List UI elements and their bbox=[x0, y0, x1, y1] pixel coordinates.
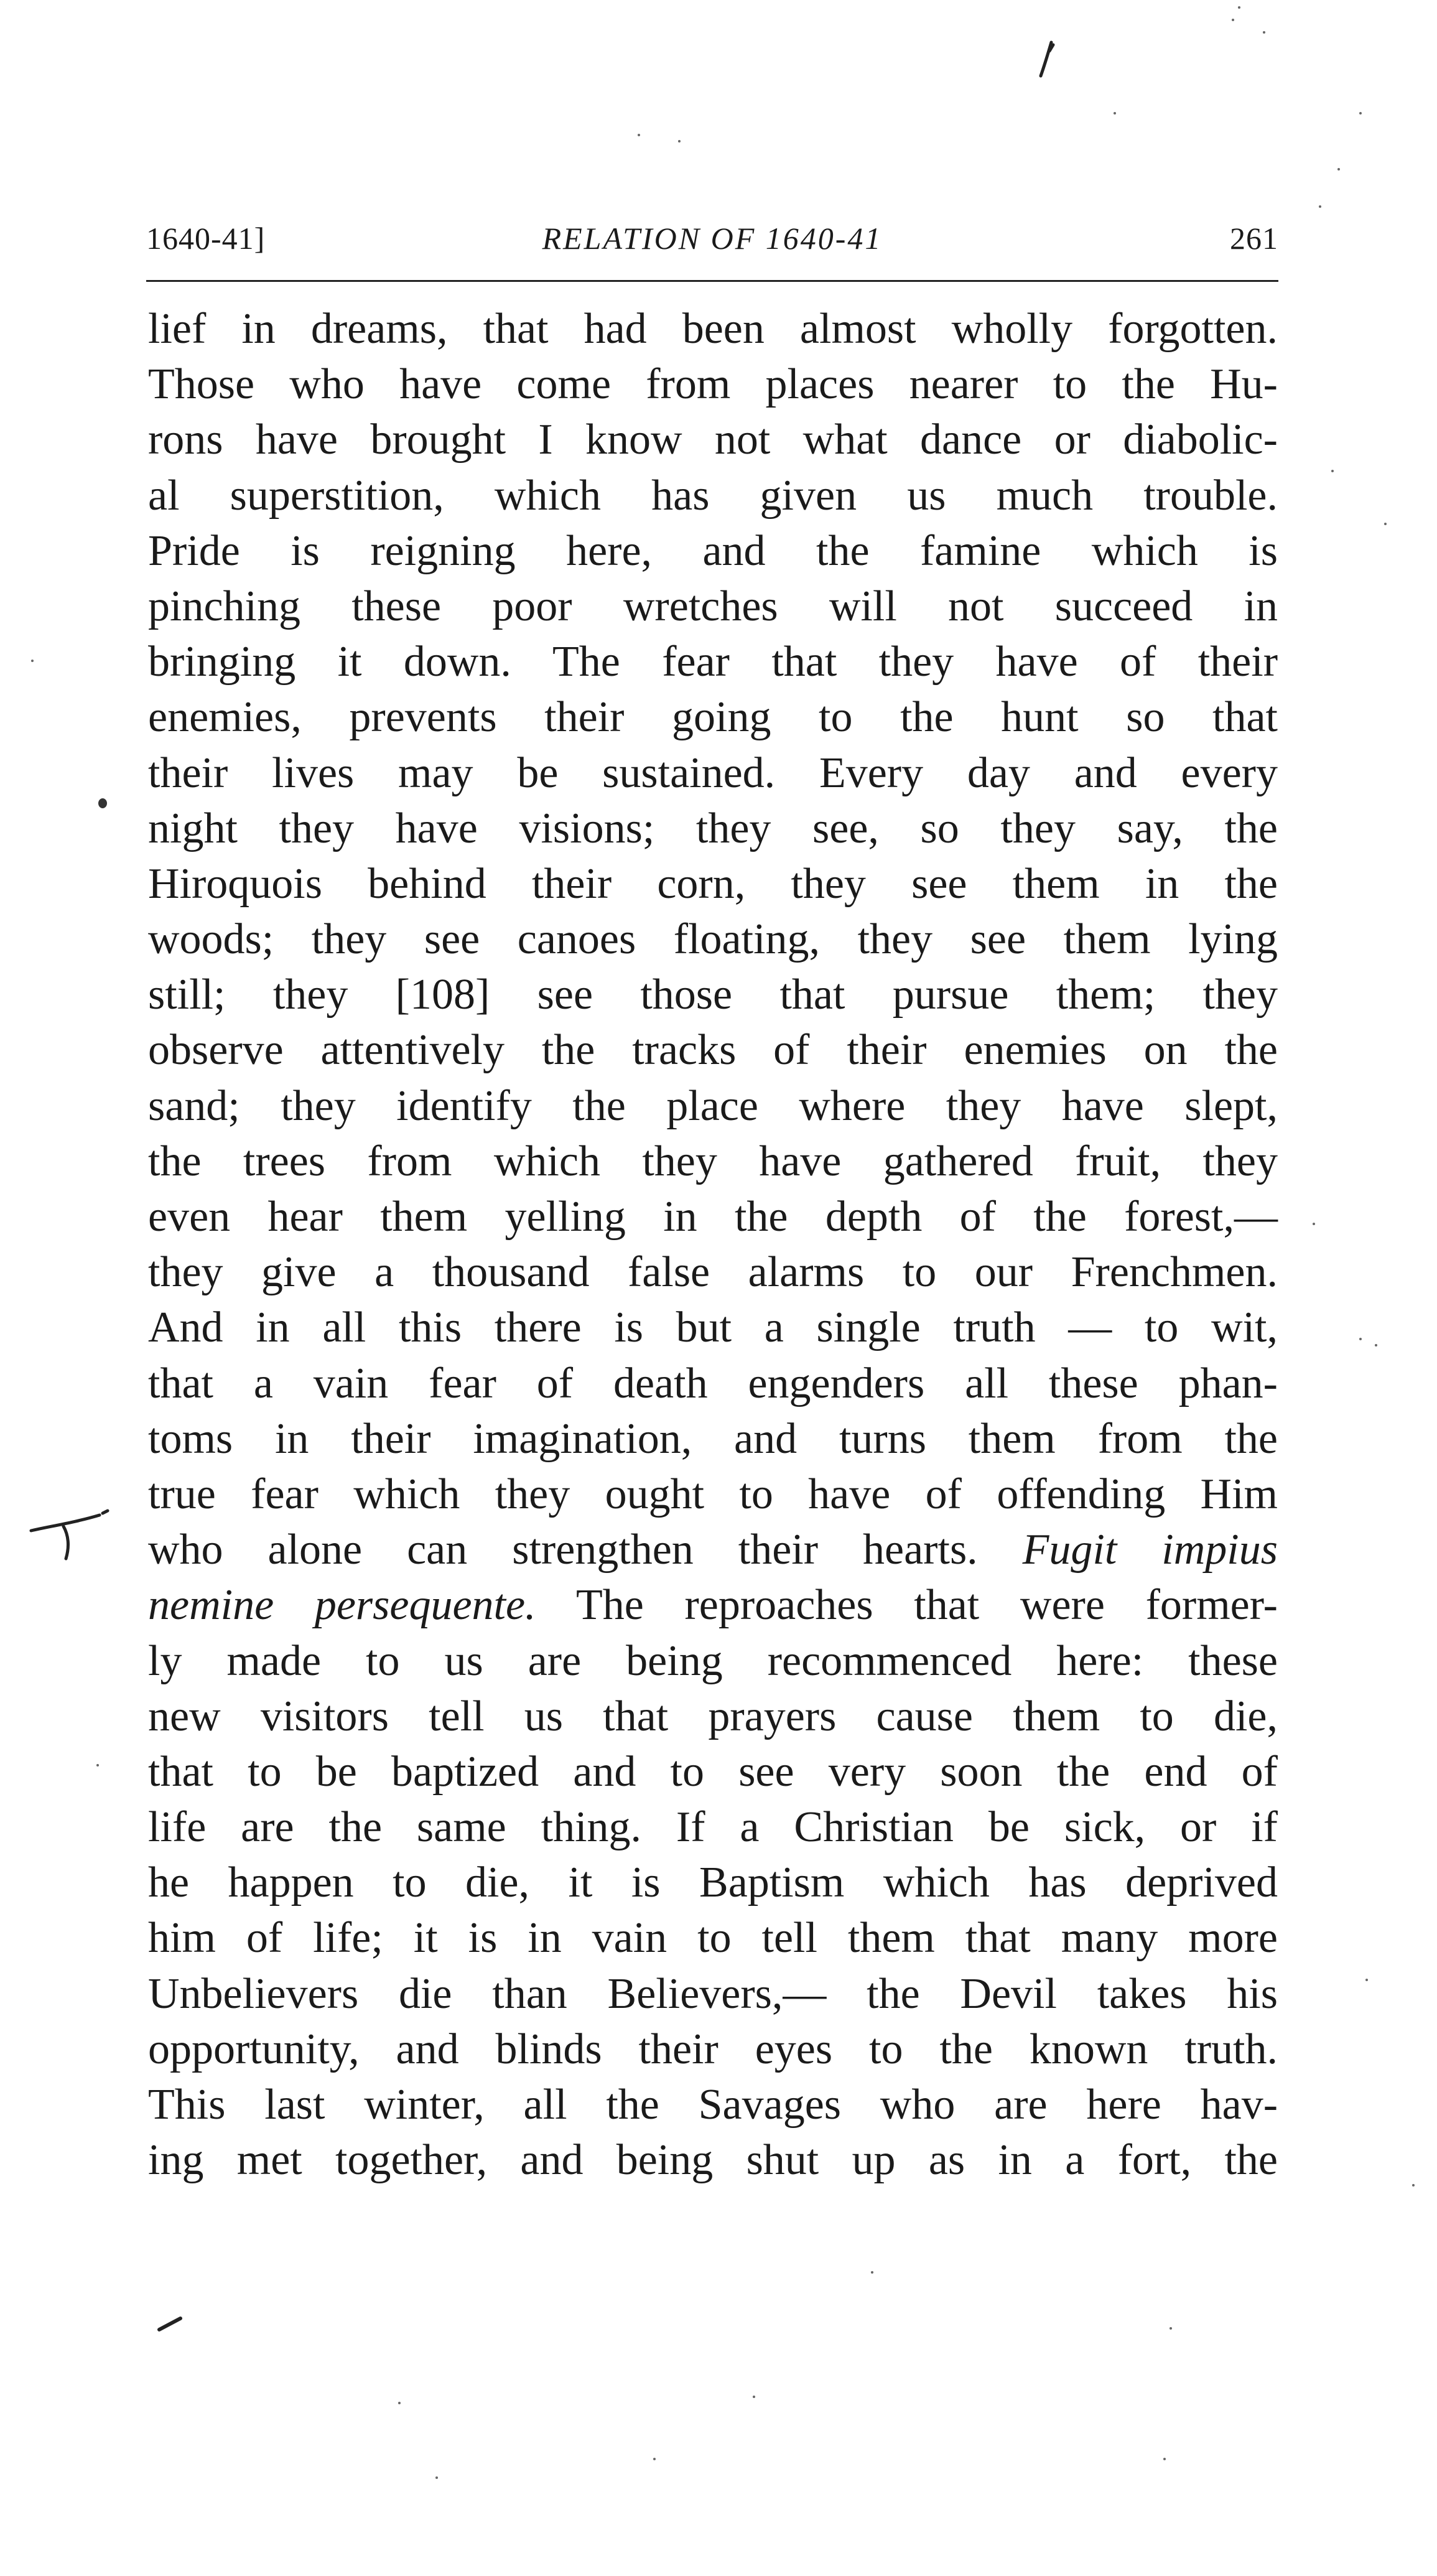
text-line: Those who have come from places nearer to the Hu- bbox=[148, 360, 1278, 409]
text-line: ly made to us are being recommenced here: these bbox=[148, 1636, 1278, 1685]
text-line: observe attentively the tracks of their enemies on the bbox=[148, 1026, 1278, 1075]
text-line: al superstition, which has given us much trouble. bbox=[148, 471, 1278, 520]
speck bbox=[1365, 1979, 1368, 1981]
margin-dot bbox=[98, 798, 107, 808]
speck bbox=[1114, 112, 1116, 114]
speck bbox=[96, 1764, 99, 1766]
text-line: Unbelievers die than Believers,— the Devil takes his bbox=[148, 1969, 1278, 2018]
speck bbox=[1359, 112, 1362, 114]
speck bbox=[678, 140, 681, 142]
text-line: ing met together, and being shut up as in a fort, the bbox=[148, 2136, 1278, 2185]
text-line: even hear them yelling in the depth of the forest,— bbox=[148, 1193, 1278, 1241]
speck bbox=[1232, 19, 1234, 21]
header-rule bbox=[146, 280, 1278, 282]
header-title: RELATION OF 1640-41 bbox=[542, 221, 883, 256]
text-line: he happen to die, it is Baptism which has deprived bbox=[148, 1859, 1278, 1907]
text-line: still; they [108] see those that pursue them; they bbox=[148, 971, 1278, 1019]
speck bbox=[1375, 1344, 1377, 1346]
text-line: true fear which they ought to have of offending Him bbox=[148, 1470, 1278, 1518]
top-ink-mark bbox=[1030, 37, 1067, 81]
margin-pencil-mark bbox=[25, 1496, 112, 1565]
text-line: enemies, prevents their going to the hunt so that bbox=[148, 693, 1278, 742]
text-line: This last winter, all the Savages who are here hav- bbox=[148, 2081, 1278, 2129]
speck bbox=[1238, 6, 1240, 9]
speck bbox=[398, 2402, 401, 2404]
speck bbox=[1163, 2458, 1166, 2460]
text-line: him of life; it is in vain to tell them that many more bbox=[148, 1914, 1278, 1962]
text-line: Pride is reigning here, and the famine which is bbox=[148, 526, 1278, 575]
speck bbox=[1412, 2184, 1415, 2186]
speck bbox=[1170, 2327, 1172, 2330]
text-line-with-latin bbox=[148, 1577, 1278, 1633]
page-number: 261 bbox=[1230, 221, 1278, 256]
body-text bbox=[148, 301, 1278, 2188]
text-line: opportunity, and blinds their eyes to the known truth. bbox=[148, 2025, 1278, 2073]
header-year-range: 1640-41] bbox=[146, 221, 266, 256]
bottom-ink-mark bbox=[156, 2315, 187, 2333]
text-line: life are the same thing. If a Christian be sick, or if bbox=[148, 1803, 1278, 1852]
text-line: night they have visions; they see, so they say, the bbox=[148, 804, 1278, 852]
text-line: sand; they identify the place where they have slept, bbox=[148, 1081, 1278, 1130]
text-line: rons have brought I know not what dance or diabolic- bbox=[148, 416, 1278, 464]
speck bbox=[31, 660, 34, 662]
text-line: their lives may be sustained. Every day and every bbox=[148, 749, 1278, 797]
text-line: bringing it down. The fear that they have of their bbox=[148, 638, 1278, 686]
text-line: lief in dreams, that had been almost wholly forgotten. bbox=[148, 305, 1278, 353]
speck bbox=[871, 2271, 873, 2274]
speck bbox=[1359, 1338, 1362, 1340]
text-segment: who alone can strengthen their hearts. bbox=[148, 1526, 978, 1574]
text-line: woods; they see canoes floating, they see them lying bbox=[148, 915, 1278, 964]
text-line: new visitors tell us that prayers cause them to die, bbox=[148, 1692, 1278, 1740]
speck bbox=[653, 2458, 656, 2460]
speck bbox=[1384, 523, 1387, 525]
speck bbox=[1331, 470, 1334, 472]
latin-quote-part-1: Fugit impius bbox=[1022, 1526, 1278, 1574]
text-line: that to be baptized and to see very soon the end of bbox=[148, 1747, 1278, 1796]
text-line: pinching these poor wretches will not succeed in bbox=[148, 582, 1278, 630]
speck bbox=[638, 134, 640, 136]
speck bbox=[1319, 205, 1321, 208]
text-line-with-latin bbox=[148, 1522, 1278, 1577]
text-line: toms in their imagination, and turns them from the bbox=[148, 1414, 1278, 1463]
text-line: they give a thousand false alarms to our Frenchmen. bbox=[148, 1248, 1278, 1297]
speck bbox=[435, 2476, 438, 2479]
latin-quote-part-2: nemine persequente. bbox=[148, 1581, 536, 1630]
speck bbox=[1313, 1223, 1315, 1225]
text-segment: The reproaches that were former- bbox=[575, 1581, 1278, 1630]
text-line: the trees from which they have gathered fruit, they bbox=[148, 1137, 1278, 1185]
running-header bbox=[146, 213, 1278, 263]
speck bbox=[1263, 31, 1265, 34]
speck bbox=[753, 2396, 755, 2398]
text-line: Hiroquois behind their corn, they see them in the bbox=[148, 859, 1278, 908]
speck bbox=[1337, 168, 1340, 170]
text-line: that a vain fear of death engenders all these phan- bbox=[148, 1359, 1278, 1407]
text-line: And in all this there is but a single truth — to wit, bbox=[148, 1304, 1278, 1352]
